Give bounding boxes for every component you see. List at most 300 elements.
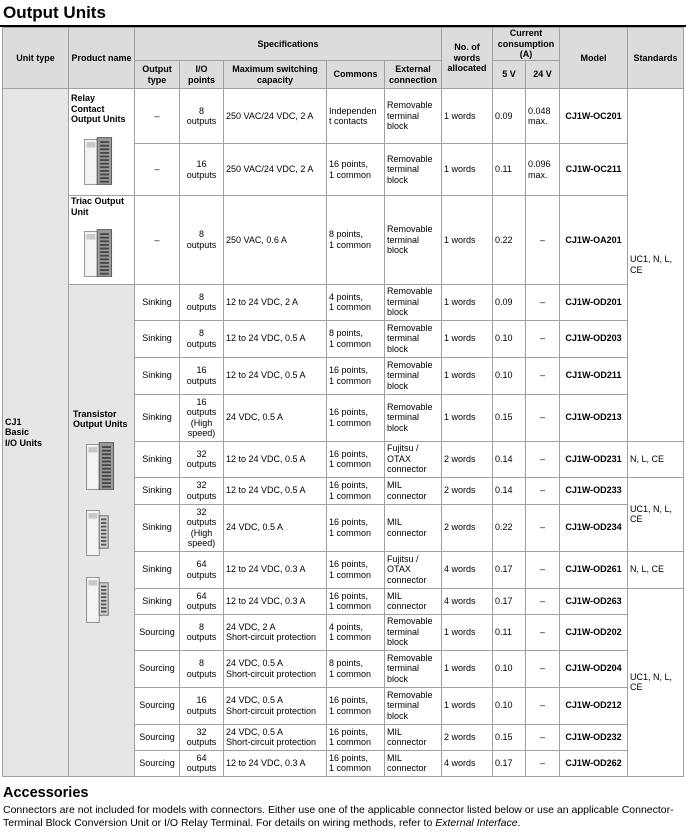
cell-line: Output Units — [71, 114, 126, 124]
current-24v-cell — [526, 357, 560, 394]
cell-line: – — [540, 564, 546, 575]
cell-line: Sinking — [142, 296, 172, 307]
cell-line: 1 words — [444, 626, 476, 637]
cell-line: 24 VDC, 0.5 A — [226, 695, 284, 705]
cell-line: block — [387, 245, 409, 255]
cell-line: CJ1 — [5, 416, 22, 427]
cell-line: connector — [387, 490, 427, 501]
model-cell — [560, 284, 628, 320]
model-cell — [560, 196, 628, 285]
cell-line: Triac Output — [71, 196, 125, 206]
cell-line: 4 words — [444, 757, 476, 768]
words-allocated-cell — [442, 144, 493, 196]
cell-line: Sourcing — [139, 626, 175, 637]
header-unit-type: Unit type — [3, 28, 69, 89]
cell-line: block — [387, 380, 409, 391]
io-points-cell — [180, 477, 224, 504]
cell-line: 16 points, — [329, 517, 369, 527]
commons-cell — [327, 650, 385, 687]
cell-line: Independen — [329, 105, 377, 116]
cell-line: 1 words — [444, 110, 476, 121]
cell-line: N, L, CE — [630, 564, 665, 575]
cell-line: N, L, CE — [630, 453, 665, 464]
cell-line: 1 common — [329, 668, 372, 679]
product-cell-relay — [69, 89, 135, 196]
cell-line: – — [540, 485, 546, 496]
cell-line: – — [540, 296, 546, 307]
cell-line: 0.14 — [495, 485, 513, 496]
product-name-transistor — [73, 409, 132, 430]
current-5v-cell — [493, 477, 526, 504]
cell-line: MIL — [387, 517, 403, 527]
output-type-cell — [135, 144, 180, 196]
cell-line: 2 words — [444, 522, 476, 533]
standards-cell — [628, 89, 684, 442]
current-24v-cell — [526, 284, 560, 320]
max-switching-cell — [224, 357, 327, 394]
output-type-cell — [135, 196, 180, 285]
external-connection-cell — [385, 614, 442, 650]
model-number: CJ1W-OD202 — [565, 626, 622, 637]
current-24v-cell — [526, 196, 560, 285]
io-points-cell — [180, 687, 224, 724]
current-5v-cell — [493, 504, 526, 551]
product-cell-transistor — [69, 284, 135, 776]
cell-line: speed) — [187, 538, 216, 548]
cell-line: 250 VAC, 0.6 A — [226, 234, 287, 245]
cell-line: outputs — [186, 668, 217, 679]
header-standards: Standards — [628, 28, 684, 89]
cell-line: – — [540, 333, 546, 344]
cell-line: Output Units — [73, 419, 128, 429]
cell-line: 0.10 — [495, 700, 513, 711]
commons-cell — [327, 724, 385, 750]
transistor-unit-image-3 — [83, 571, 132, 630]
cell-line: outputs — [186, 407, 217, 417]
cell-line: Sinking — [142, 370, 172, 381]
current-24v-cell — [526, 394, 560, 441]
model-cell — [560, 144, 628, 196]
current-5v-cell — [493, 750, 526, 776]
model-number: CJ1W-OD261 — [565, 564, 622, 575]
cell-line: Removable — [387, 100, 433, 111]
cell-line: Sinking — [142, 333, 172, 344]
max-switching-cell — [224, 687, 327, 724]
cell-line: MIL — [387, 480, 403, 490]
model-cell — [560, 477, 628, 504]
cell-line: outputs — [186, 338, 217, 349]
cell-line: 0.22 — [495, 522, 513, 533]
output-type-cell — [135, 650, 180, 687]
cell-line: 12 to 24 VDC, 0.5 A — [226, 370, 306, 381]
io-points-cell — [180, 750, 224, 776]
cell-line: connector — [387, 737, 427, 747]
cell-line: max. — [528, 169, 548, 180]
cell-line: 16 points, — [329, 448, 369, 459]
external-connection-cell — [385, 650, 442, 687]
cell-line: 1 common — [329, 632, 372, 642]
output-type-cell — [135, 89, 180, 144]
model-cell — [560, 357, 628, 394]
output-type-cell — [135, 551, 180, 588]
cell-line: 12 to 24 VDC, 0.3 A — [226, 757, 306, 768]
cell-line: Short-circuit protection — [226, 705, 317, 716]
current-5v-cell — [493, 320, 526, 357]
words-allocated-cell — [442, 588, 493, 614]
table-row — [3, 89, 684, 144]
standards-cell — [628, 588, 684, 776]
cell-line: Sourcing — [139, 757, 175, 768]
words-allocated-cell — [442, 750, 493, 776]
cell-line: 1 words — [444, 663, 476, 674]
header-words-allocated: No. of words allocated — [442, 28, 493, 89]
cell-line: 8 — [198, 658, 204, 668]
cell-line: 12 to 24 VDC, 0.5 A — [226, 485, 306, 496]
model-number: CJ1W-OD233 — [565, 485, 622, 496]
model-cell — [560, 614, 628, 650]
external-connection-cell — [385, 504, 442, 551]
cell-line: 16 — [196, 396, 207, 407]
cell-line: 250 VAC/24 VDC, 2 A — [226, 164, 314, 175]
commons-cell — [327, 284, 385, 320]
cell-line: 1 common — [329, 527, 372, 538]
cell-line: 1 common — [329, 763, 372, 773]
cell-line: outputs — [186, 490, 217, 501]
cell-line: 0.11 — [495, 626, 512, 637]
cell-line: – — [540, 453, 546, 464]
words-allocated-cell — [442, 477, 493, 504]
cell-line: – — [540, 626, 546, 637]
cell-line: MIL — [387, 590, 403, 601]
current-24v-cell — [526, 551, 560, 588]
header-output-type: Output type — [135, 61, 180, 89]
transistor-unit-image-1 — [83, 438, 132, 497]
words-allocated-cell — [442, 320, 493, 357]
current-24v-cell — [526, 477, 560, 504]
cell-line: CE — [630, 514, 643, 524]
cell-line: 8 points, — [329, 229, 364, 240]
cell-line: 4 words — [444, 595, 476, 606]
current-24v-cell — [526, 650, 560, 687]
header-24v: 24 V — [526, 61, 560, 89]
external-connection-cell — [385, 89, 442, 144]
cell-line: 0.17 — [495, 757, 513, 768]
cell-line: block — [387, 174, 409, 185]
cell-line: 64 — [196, 752, 207, 763]
commons-cell — [327, 750, 385, 776]
model-cell — [560, 650, 628, 687]
cell-line: – — [154, 164, 160, 175]
cell-line: Removable — [387, 652, 433, 663]
cell-line: – — [540, 522, 546, 533]
max-switching-cell — [224, 284, 327, 320]
cell-line: max. — [528, 116, 548, 126]
commons-cell — [327, 144, 385, 196]
cell-line: 32 — [196, 448, 207, 459]
cell-line: Removable — [387, 401, 433, 412]
words-allocated-cell — [442, 614, 493, 650]
model-cell — [560, 588, 628, 614]
cell-line: 16 points, — [329, 407, 369, 417]
max-switching-cell — [224, 588, 327, 614]
cell-line: 24 VDC, 0.5 A — [226, 522, 284, 533]
cell-line: Sourcing — [139, 731, 175, 742]
cell-line: 1 common — [329, 302, 372, 312]
cell-line: terminal — [387, 234, 420, 245]
max-switching-cell — [224, 441, 327, 477]
cell-line: terminal — [387, 626, 420, 637]
io-points-cell — [180, 284, 224, 320]
words-allocated-cell — [442, 551, 493, 588]
product-cell-triac — [69, 196, 135, 285]
current-24v-cell — [526, 441, 560, 477]
cell-line: outputs — [186, 632, 217, 642]
max-switching-cell — [224, 89, 327, 144]
cell-line: UC1, N, L, — [630, 254, 673, 265]
cell-line: 16 points, — [329, 726, 369, 737]
cell-line: outputs — [186, 459, 217, 469]
cell-line: 1 words — [444, 296, 476, 307]
output-type-cell — [135, 394, 180, 441]
commons-cell — [327, 89, 385, 144]
cell-line: 16 — [196, 159, 207, 169]
cell-line: 16 points, — [329, 590, 369, 601]
product-name-relay — [71, 93, 132, 125]
cell-line: terminal — [387, 110, 420, 121]
cell-line: 8 — [198, 291, 204, 302]
table-row — [3, 196, 684, 285]
cell-line: terminal — [387, 164, 420, 175]
max-switching-cell — [224, 650, 327, 687]
cell-line: Removable — [387, 153, 433, 164]
cell-line: 1 common — [329, 375, 372, 386]
cell-line: 1 words — [444, 234, 476, 245]
cell-line: 0.10 — [495, 333, 513, 344]
cell-line: block — [387, 710, 409, 721]
cell-line: 4 points, — [329, 291, 364, 302]
standards-cell — [628, 477, 684, 551]
output-type-cell — [135, 588, 180, 614]
output-type-cell — [135, 357, 180, 394]
cell-line: Sinking — [142, 522, 172, 533]
transistor-unit-image-2 — [83, 504, 132, 563]
cell-line: 32 — [196, 480, 207, 490]
cell-line: – — [154, 110, 160, 121]
cell-line: 0.10 — [495, 663, 513, 674]
cell-line: terminal — [387, 412, 420, 423]
words-allocated-cell — [442, 504, 493, 551]
cell-line: 8 points, — [329, 658, 364, 668]
cell-line: 0.096 — [528, 159, 551, 169]
commons-cell — [327, 614, 385, 650]
standards-cell — [628, 441, 684, 477]
cell-line: 12 to 24 VDC, 0.5 A — [226, 453, 306, 464]
cell-line: 16 points, — [329, 559, 369, 569]
max-switching-cell — [224, 144, 327, 196]
cell-line: outputs — [186, 737, 217, 747]
cell-line: block — [387, 422, 409, 433]
words-allocated-cell — [442, 724, 493, 750]
cell-line: 24 VDC, 0.5 A — [226, 412, 284, 423]
cell-line: 64 — [196, 590, 207, 601]
cell-line: outputs — [186, 601, 217, 611]
cell-line: Relay — [71, 93, 96, 103]
current-24v-cell — [526, 588, 560, 614]
words-allocated-cell — [442, 284, 493, 320]
model-cell — [560, 687, 628, 724]
cell-line: 2 words — [444, 731, 476, 742]
words-allocated-cell — [442, 687, 493, 724]
cell-line: Removable — [387, 286, 433, 297]
external-connection-cell — [385, 750, 442, 776]
external-connection-cell — [385, 588, 442, 614]
cell-line: outputs — [186, 302, 217, 312]
cell-line: MIL — [387, 752, 403, 763]
cell-line: block — [387, 343, 409, 354]
max-switching-cell — [224, 394, 327, 441]
cell-line: – — [540, 412, 546, 423]
external-connection-cell — [385, 394, 442, 441]
cell-line: 16 points, — [329, 365, 369, 375]
model-cell — [560, 441, 628, 477]
cell-line: 2 words — [444, 485, 476, 496]
current-5v-cell — [493, 650, 526, 687]
cell-line: MIL — [387, 726, 403, 737]
commons-cell — [327, 504, 385, 551]
cell-line: – — [540, 595, 546, 606]
output-units-table — [2, 27, 684, 777]
cell-line: 8 — [198, 229, 204, 240]
model-cell — [560, 394, 628, 441]
header-model: Model — [560, 28, 628, 89]
cell-line: – — [540, 731, 546, 742]
current-5v-cell — [493, 394, 526, 441]
max-switching-cell — [224, 551, 327, 588]
cell-line: speed) — [187, 428, 216, 438]
current-24v-cell — [526, 724, 560, 750]
current-24v-cell — [526, 750, 560, 776]
cell-line: 1 common — [329, 601, 372, 611]
max-switching-cell — [224, 196, 327, 285]
cell-line: Sourcing — [139, 700, 175, 711]
io-points-cell — [180, 89, 224, 144]
cell-line: 1 common — [329, 705, 372, 716]
current-24v-cell — [526, 687, 560, 724]
cell-line: outputs — [186, 763, 217, 773]
cell-line: 1 common — [329, 338, 372, 349]
cell-line: outputs — [186, 569, 217, 580]
cell-line: Unit — [71, 206, 89, 217]
cell-line: outputs — [186, 116, 217, 126]
header-external-connection: External connection — [385, 61, 442, 89]
commons-cell — [327, 357, 385, 394]
commons-cell — [327, 394, 385, 441]
model-number: CJ1W-OD232 — [565, 731, 622, 742]
output-type-cell — [135, 750, 180, 776]
cell-line: terminal — [387, 663, 420, 674]
cell-line: 16 — [196, 365, 207, 375]
cell-line: 4 words — [444, 564, 476, 575]
cell-line: 12 to 24 VDC, 0.3 A — [226, 595, 306, 606]
io-points-cell — [180, 614, 224, 650]
standards-cell — [628, 551, 684, 588]
words-allocated-cell — [442, 89, 493, 144]
current-5v-cell — [493, 588, 526, 614]
header-io-points: I/O points — [180, 61, 224, 89]
cell-line: UC1, N, L, — [630, 503, 673, 514]
cell-line: 0.17 — [495, 564, 513, 575]
cell-line: terminal — [387, 333, 420, 344]
model-number: CJ1W-OD263 — [565, 595, 622, 606]
cell-line: connector — [387, 763, 427, 773]
io-points-cell — [180, 320, 224, 357]
cell-line: 0.11 — [495, 164, 512, 175]
words-allocated-cell — [442, 394, 493, 441]
cell-line: 12 to 24 VDC, 0.5 A — [226, 333, 306, 344]
model-number: CJ1W-OC201 — [565, 110, 622, 121]
cell-line: connector — [387, 574, 427, 585]
current-24v-cell — [526, 504, 560, 551]
accessories-note-end: . — [517, 817, 521, 829]
cell-line: 2 words — [444, 453, 476, 464]
triac-unit-image — [81, 225, 132, 284]
current-5v-cell — [493, 89, 526, 144]
current-5v-cell — [493, 614, 526, 650]
output-type-cell — [135, 441, 180, 477]
cell-line: 1 common — [329, 737, 372, 747]
external-connection-cell — [385, 320, 442, 357]
accessories-title: Accessories — [3, 785, 89, 801]
cell-line: 16 points, — [329, 480, 369, 490]
cell-line: Removable — [387, 616, 433, 627]
words-allocated-cell — [442, 196, 493, 285]
model-number: CJ1W-OD212 — [565, 700, 622, 711]
io-points-cell — [180, 588, 224, 614]
header-current-consumption: Current consumption (A) — [493, 28, 560, 61]
cell-line: OTAX — [387, 453, 411, 464]
output-type-cell — [135, 687, 180, 724]
model-number: CJ1W-OD211 — [565, 370, 622, 381]
cell-line: Removable — [387, 322, 433, 333]
cell-line: outputs — [186, 705, 217, 716]
external-connection-cell — [385, 441, 442, 477]
commons-cell — [327, 441, 385, 477]
current-24v-cell — [526, 89, 560, 144]
io-points-cell — [180, 650, 224, 687]
io-points-cell — [180, 724, 224, 750]
current-5v-cell — [493, 724, 526, 750]
model-number: CJ1W-OD201 — [565, 296, 622, 307]
model-cell — [560, 724, 628, 750]
external-connection-cell — [385, 724, 442, 750]
cell-line: 1 common — [329, 459, 372, 469]
cell-line: Sinking — [142, 564, 172, 575]
header-max-switching: Maximum switching capacity — [224, 61, 327, 89]
header-commons: Commons — [327, 61, 385, 89]
cell-line: 0.17 — [495, 595, 513, 606]
current-24v-cell — [526, 320, 560, 357]
cell-line: Sinking — [142, 453, 172, 464]
cell-line: – — [154, 234, 160, 245]
cell-line: (High — [190, 417, 213, 428]
cell-line: 0.22 — [495, 234, 513, 245]
cell-line: 1 words — [444, 370, 476, 381]
cell-line: 1 common — [329, 239, 372, 250]
words-allocated-cell — [442, 650, 493, 687]
external-connection-cell — [385, 196, 442, 285]
external-connection-cell — [385, 284, 442, 320]
cell-line: UC1, N, L, — [630, 671, 673, 682]
